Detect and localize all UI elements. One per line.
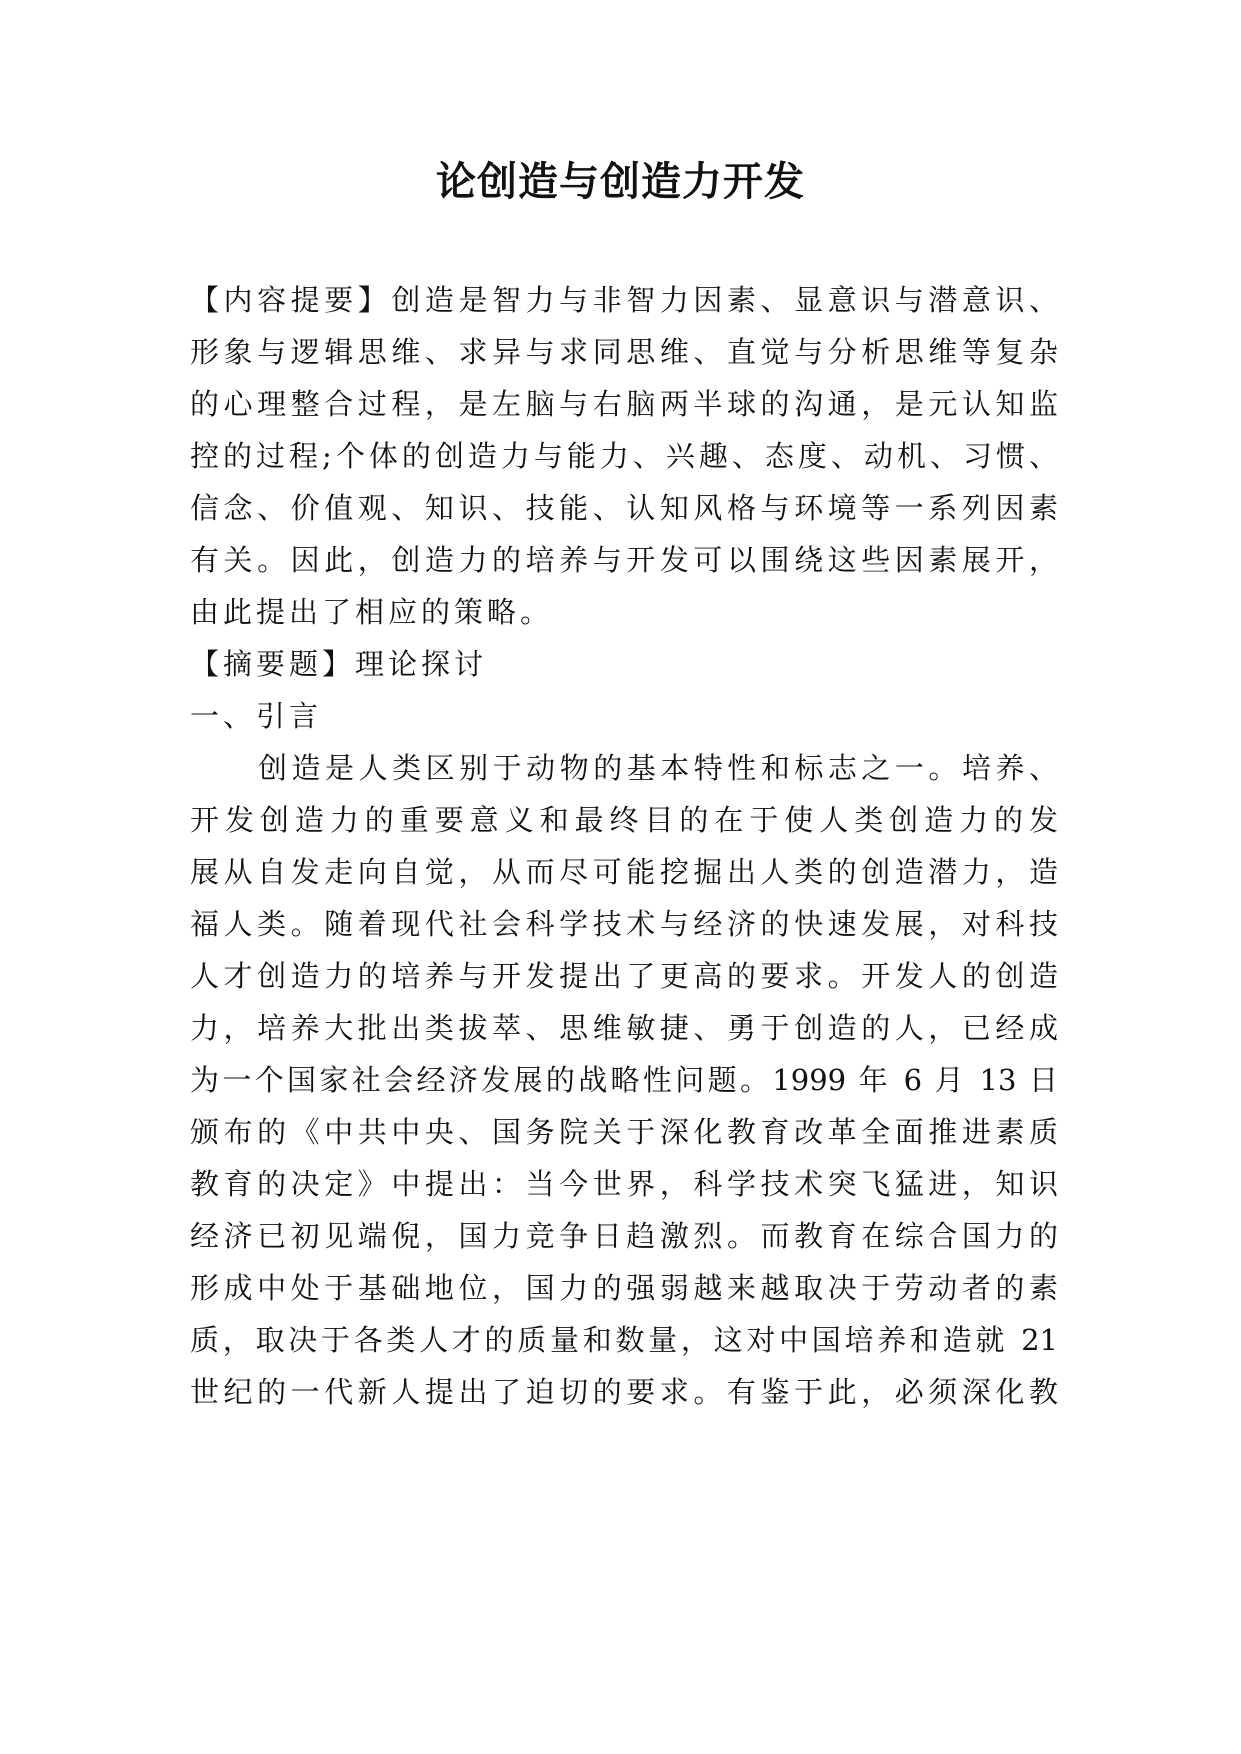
- body-line: 形成中处于基础地位，国力的强弱越来越取决于劳动者的素: [190, 1271, 1058, 1305]
- abstract-line: 【内容提要】创造是智力与非智力因素、显意识与潜意识、: [190, 283, 1058, 317]
- body-line: 开发创造力的重要意义和最终目的在于使人类创造力的发: [190, 803, 1058, 837]
- abstract-line: 有关。因此，创造力的培养与开发可以围绕这些因素展开，: [190, 543, 1058, 577]
- keywords-line: 【摘要题】理论探讨: [190, 647, 488, 681]
- abstract-line: 信念、价值观、知识、技能、认知风格与环境等一系列因素: [190, 491, 1058, 525]
- abstract-line: 形象与逻辑思维、求异与求同思维、直觉与分析思维等复杂: [190, 335, 1058, 369]
- body-line: 教育的决定》中提出：当今世界，科学技术突飞猛进，知识: [190, 1167, 1058, 1201]
- body-line: 世纪的一代新人提出了迫切的要求。有鉴于此，必须深化教: [190, 1375, 1058, 1409]
- abstract-line: 由此提出了相应的策略。: [190, 595, 554, 629]
- abstract-line: 控的过程;个体的创造力与能力、兴趣、态度、动机、习惯、: [190, 439, 1058, 473]
- body-line: 为一个国家社会经济发展的战略性问题。1999 年 6 月 13 日: [190, 1063, 1058, 1097]
- body-line: 质，取决于各类人才的质量和数量，这对中国培养和造就 21: [190, 1323, 1058, 1357]
- body-line: 人才创造力的培养与开发提出了更高的要求。开发人的创造: [190, 959, 1058, 993]
- abstract-line: 的心理整合过程，是左脑与右脑两半球的沟通，是元认知监: [190, 387, 1058, 421]
- body-line: 颁布的《中共中央、国务院关于深化教育改革全面推进素质: [190, 1115, 1058, 1149]
- body-line: 创造是人类区别于动物的基本特性和标志之一。培养、: [258, 751, 1058, 785]
- body-line: 经济已初见端倪，国力竞争日趋激烈。而教育在综合国力的: [190, 1219, 1058, 1253]
- body-line: 展从自发走向自觉，从而尽可能挖掘出人类的创造潜力，造: [190, 855, 1058, 889]
- section-heading: 一、引言: [190, 699, 323, 733]
- document-title: 论创造与创造力开发: [436, 158, 805, 205]
- body-line: 福人类。随着现代社会科学技术与经济的快速发展，对科技: [190, 907, 1058, 941]
- body-line: 力，培养大批出类拔萃、思维敏捷、勇于创造的人，已经成: [190, 1011, 1058, 1045]
